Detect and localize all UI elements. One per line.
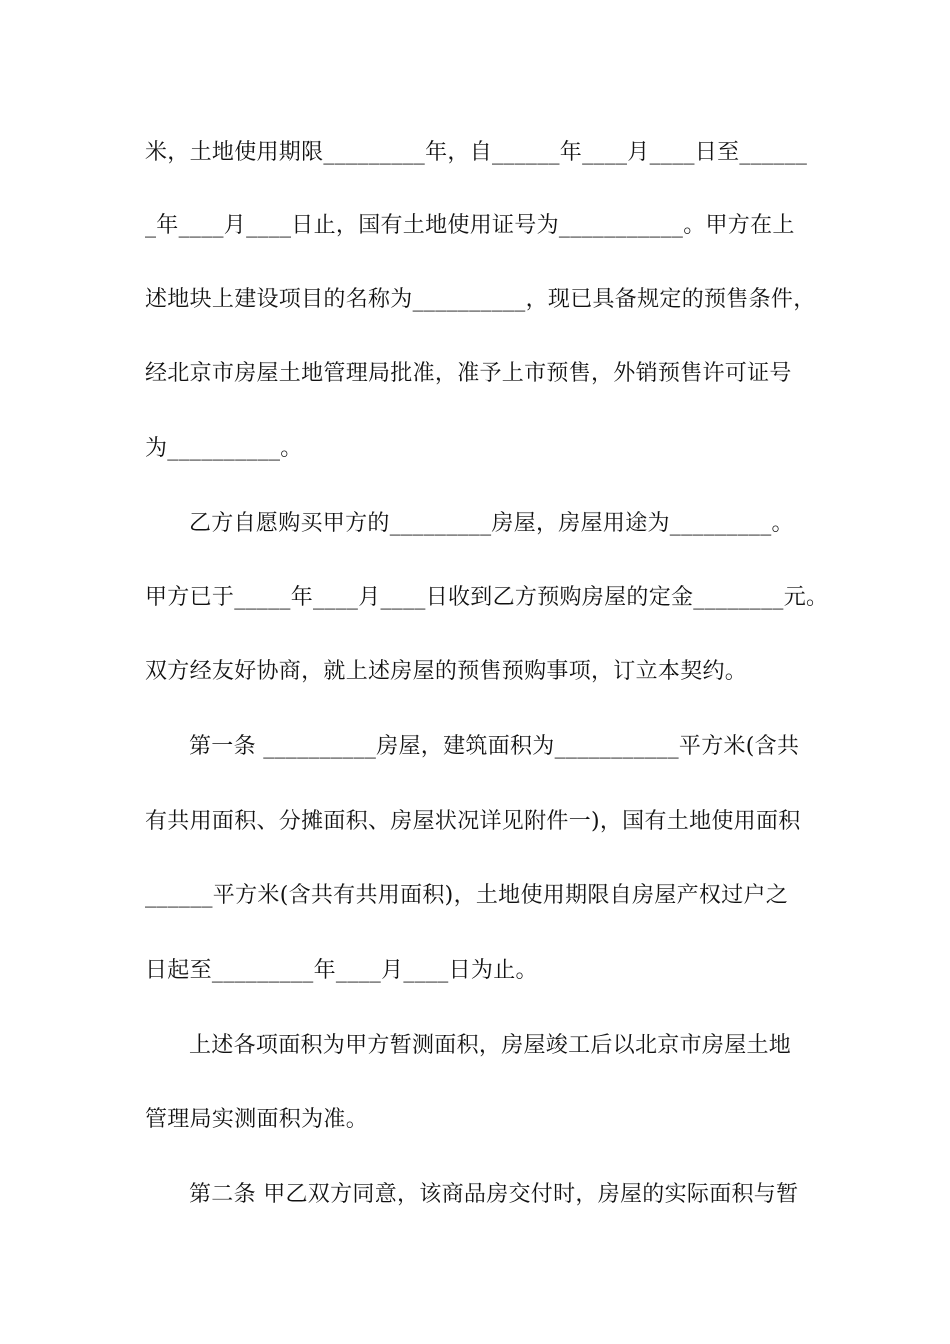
paragraph-line: 上述各项面积为甲方暂测面积，房屋竣工后以北京市房屋土地 xyxy=(189,1033,792,1058)
paragraph-line: 甲方已于_____年____月____日收到乙方预购房屋的定金________元。 xyxy=(145,585,829,610)
paragraph-line: 为__________。 xyxy=(145,436,303,461)
paragraph-line: 乙方自愿购买甲方的_________房屋，房屋用途为_________。 xyxy=(189,511,794,536)
paragraph-line: 米，土地使用期限_________年，自______年____月____日至______ xyxy=(145,140,808,165)
paragraph-line: ______平方米(含共有共用面积)，土地使用期限自房屋产权过户之 xyxy=(145,883,789,908)
paragraph-line: 有共用面积、分摊面积、房屋状况详见附件一)，国有土地使用面积 xyxy=(145,809,801,834)
paragraph-line: 经北京市房屋土地管理局批准，准予上市预售，外销预售许可证号 xyxy=(145,361,792,386)
paragraph-line: 管理局实测面积为准。 xyxy=(145,1107,369,1132)
article-line: 第一条 __________房屋，建筑面积为___________平方米(含共 xyxy=(189,734,800,759)
paragraph-line: 双方经友好协商，就上述房屋的预售预购事项，订立本契约。 xyxy=(145,659,748,684)
article-line: 第二条 甲乙双方同意，该商品房交付时，房屋的实际面积与暂 xyxy=(189,1182,799,1207)
paragraph-line: 述地块上建设项目的名称为__________，现已具备规定的预售条件， xyxy=(145,287,816,312)
paragraph-line: _年____月____日止，国有土地使用证号为___________。甲方在上 xyxy=(145,213,795,238)
paragraph-line: 日起至_________年____月____日为止。 xyxy=(145,958,538,983)
